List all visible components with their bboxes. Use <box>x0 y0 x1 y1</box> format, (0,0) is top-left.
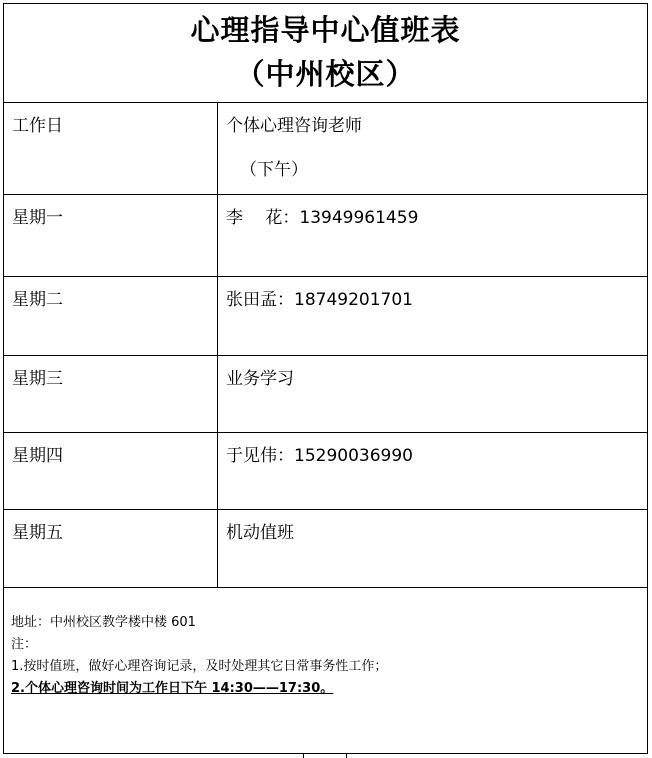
row-day: 星期二 <box>4 277 218 355</box>
edge-marker <box>346 754 347 758</box>
row-teacher: 机动值班 <box>226 523 294 543</box>
row-teacher: 业务学习 <box>226 369 294 389</box>
table-row <box>4 510 647 588</box>
header-teacher-sub: （下午） <box>240 160 308 180</box>
notes-section <box>4 588 647 700</box>
duty-schedule-table <box>3 3 648 754</box>
header-teacher <box>218 103 647 194</box>
page-subtitle: （中州校区） <box>235 57 416 91</box>
row-day: 星期四 <box>4 433 218 509</box>
edge-marker <box>303 754 304 758</box>
table-row <box>4 195 647 277</box>
table-header-row <box>4 103 647 195</box>
note-item-emphasis: 2.个体心理咨询时间为工作日下午 14:30——17:30。 <box>11 681 334 696</box>
page-title: 心理指导中心值班表 <box>190 13 461 47</box>
title-block <box>4 4 647 103</box>
row-day: 星期五 <box>4 510 218 587</box>
row-teacher: 张田孟：18749201701 <box>226 290 413 310</box>
table-row <box>4 433 647 510</box>
table-row <box>4 277 647 356</box>
row-day: 星期三 <box>4 356 218 432</box>
address-text: 地址：中州校区教学楼中楼 601 <box>11 615 196 630</box>
note-item: 1.按时值班，做好心理咨询记录，及时处理其它日常事务性工作； <box>11 659 388 674</box>
header-day: 工作日 <box>4 103 218 194</box>
row-day: 星期一 <box>4 195 218 276</box>
row-teacher: 于见伟：15290036990 <box>226 446 413 466</box>
header-teacher-label: 个体心理咨询老师 <box>226 116 362 136</box>
note-label: 注： <box>11 637 38 652</box>
row-teacher: 李 花：13949961459 <box>226 208 419 228</box>
table-row <box>4 356 647 433</box>
